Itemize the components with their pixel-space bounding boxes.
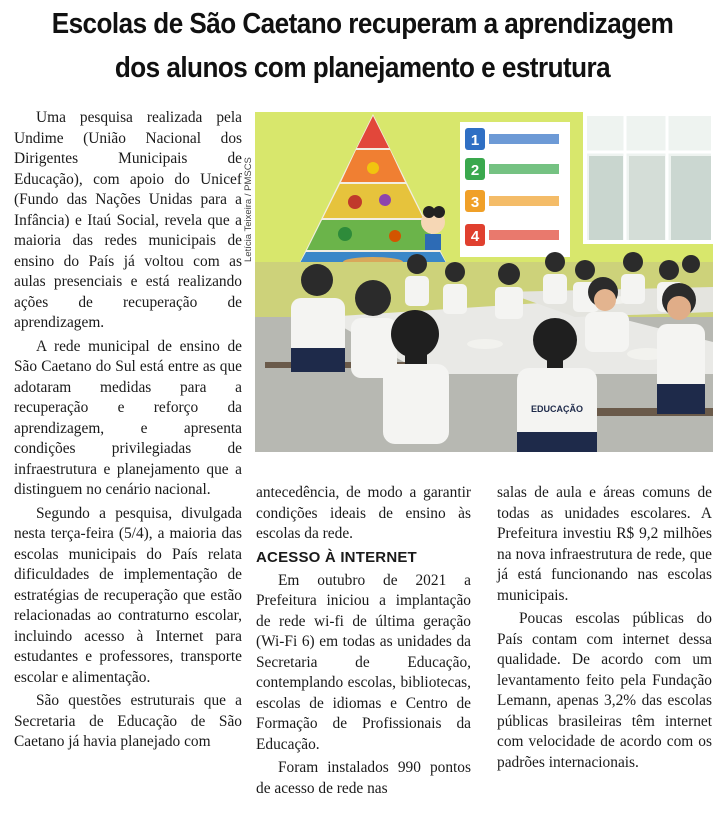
article-photo (255, 112, 713, 452)
paragraph-4-continued: antecedência, de modo a garantir condições ideais de ensino às escolas da rede. (256, 484, 471, 542)
paragraph-7: Poucas escolas públicas do País contam com internet dessa qualidade. De acordo com um levantamento feito pela Fundação Lemann, apenas 3,2% das escolas públicas brasileiras têm internet com velocidade de acordo com os padrões internacionais. (497, 610, 712, 771)
poster-number-2: 2 (470, 162, 480, 179)
window (585, 114, 713, 242)
shirt-text: EDUCAÇÃO (530, 404, 584, 414)
poster-number-1: 1 (470, 132, 480, 149)
article-column-3 (497, 483, 712, 776)
article-column-2 (256, 483, 471, 802)
headline (36, 2, 689, 90)
subheading: ACESSO À INTERNET (256, 548, 417, 566)
paragraph-2: A rede municipal de ensino de São Caetano do Sul está entre as que adotaram medidas para a recuperação e reforço da aprendizagem, e apresenta condições privilegiadas de infraestrutura e planejamento que a distinguem no cenário nacional. (14, 337, 242, 498)
paragraph-5: Em outubro de 2021 a Prefeitura iniciou a implantação de rede wi-fi de última geração (Wi-Fi 6) em todas as unidades da Secretaria de Educação, contemplando escolas, bibliotecas, escolas de idiomas e Centro de Formação de Profissionais da Educação. (256, 571, 471, 753)
paragraph-1: Uma pesquisa realizada pela Undime (União Nacional dos Dirigentes Municipais de Educação), com apoio do Unicef (Fundo das Nações Unidas para a Infância) e Itaú Social, revela que a maioria das redes municipais de ensino do País já voltou com as aulas presenciais e está realizando ações de recuperação de aprendizagem. (14, 109, 242, 331)
paragraph-4: São questões estruturais que a Secretaria de Educação de São Caetano já havia planejado com (14, 692, 242, 750)
poster-number-4: 4 (470, 228, 480, 245)
headline-line-1: Escolas de São Caetano recuperam a aprendizagem (51, 8, 674, 40)
paragraph-3: Segundo a pesquisa, divulgada nesta terça-feira (5/4), a maioria das escolas municipais do País relata dificuldades de implementação de estratégias de recuperação que estão relacionadas ao contraturno escolar, incluindo acesso à Internet para estudantes e professores, transporte escolar e alimentação. (14, 504, 242, 686)
headline-line-2: dos alunos com planejamento e estrutura (114, 52, 611, 84)
poster-number-3: 3 (470, 194, 480, 211)
article-column-1 (14, 108, 242, 756)
paragraph-6: Foram instalados 990 pontos de acesso de rede nas (256, 759, 471, 797)
paragraph-6-continued: salas de aula e áreas comuns de todas as unidades escolares. A Prefeitura investiu R$ 9,2 milhões na nova infraestrutura de rede, que já está funcionando nas escolas municipais. (497, 484, 712, 604)
photo-credit-text: Letícia Teixeira / PMSCS (243, 157, 254, 262)
numbered-poster (460, 122, 570, 257)
